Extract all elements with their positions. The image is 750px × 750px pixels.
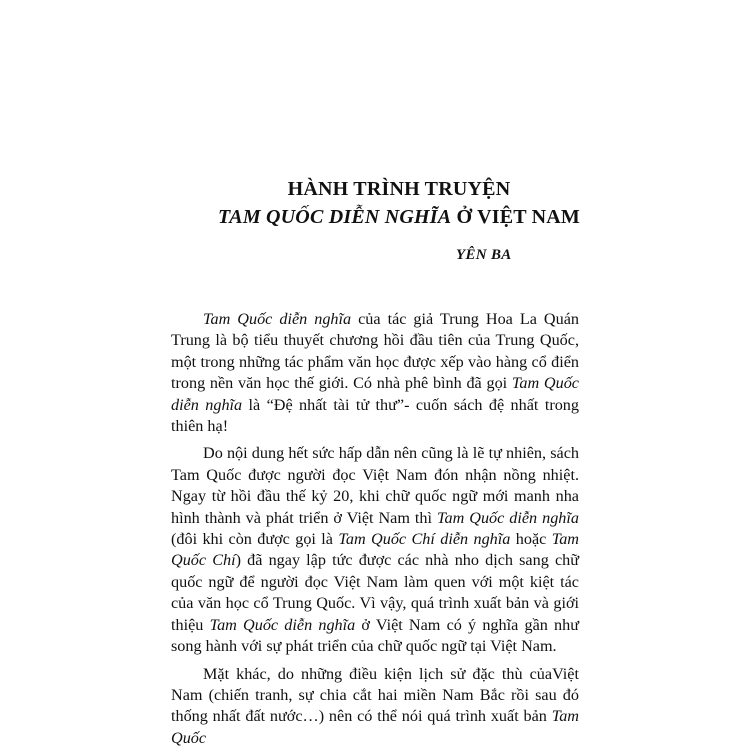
text-segment: Mặt khác, do những điều kiện lịch sử đặc thù củaViệt Nam (chiến tranh, sự chia cắt hai miền Nam Bắc rồi sau đó thống nhất đất nước…) nên có thể nói quá trình xuất bản — [171, 664, 579, 726]
text-segment: của tác giả Trung Hoa La Quán Trung là bộ tiểu thuyết chương hồi đầu tiên của Trung Quốc, một trong những tác phẩm văn học được xếp vào hàng cổ điển trong nền văn học thế giới. Có nhà phê bình đã gọi — [171, 310, 579, 393]
text-segment: Tam Quốc — [171, 707, 579, 747]
chapter-title-suffix: Ở VIỆT NAM — [451, 206, 580, 228]
text-segment: (đôi khi còn được gọi là — [171, 530, 339, 549]
chapter-title-line-2 — [200, 203, 598, 231]
text-segment: ) đã ngay lập tức được các nhà nho dịch sang chữ quốc ngữ để người đọc Việt Nam làm quen với một kiệt tác của văn học cổ Trung Quốc. Vì vậy, quá trình xuất bản và giới thiệu — [171, 551, 580, 634]
text-segment: Tam Quốc Chí — [171, 530, 579, 570]
text-segment: Tam Quốc diễn nghĩa — [436, 508, 579, 527]
text-segment: Tam Quốc diễn nghĩa — [209, 615, 356, 634]
paragraph — [171, 664, 579, 750]
paragraph — [171, 443, 579, 657]
author-name: YÊN BA — [456, 247, 512, 263]
text-segment: hoặc — [510, 530, 552, 549]
body-text — [171, 309, 579, 750]
text-segment: Do nội dung hết sức hấp dẫn nên cũng là lẽ tự nhiên, sách Tam Quốc được người đọc Việt Nam đón nhận nồng nhiệt. Ngay từ hồi đầu thế kỷ 20, khi chữ quốc ngữ mới manh nha hình thành và phát triển ở Việt Nam thì — [171, 444, 579, 527]
chapter-title-book-name: TAM QUỐC DIỄN NGHĨA — [217, 206, 452, 228]
text-segment: Tam Quốc Chí diễn nghĩa — [338, 530, 511, 549]
text-segment: là “Đệ nhất tài tử thư”- cuốn sách đệ nhất trong thiên hạ! — [171, 395, 579, 436]
paragraph — [171, 309, 579, 437]
text-segment: Tam Quốc diễn nghĩa — [171, 374, 579, 414]
text-segment: Tam Quốc diễn nghĩa — [203, 310, 352, 328]
chapter-title-line-1: HÀNH TRÌNH TRUYỆN — [287, 178, 511, 200]
text-segment: ở Việt Nam có ý nghĩa gần như song hành với sự phát triển của chữ quốc ngữ tại Việt Nam. — [171, 615, 579, 656]
